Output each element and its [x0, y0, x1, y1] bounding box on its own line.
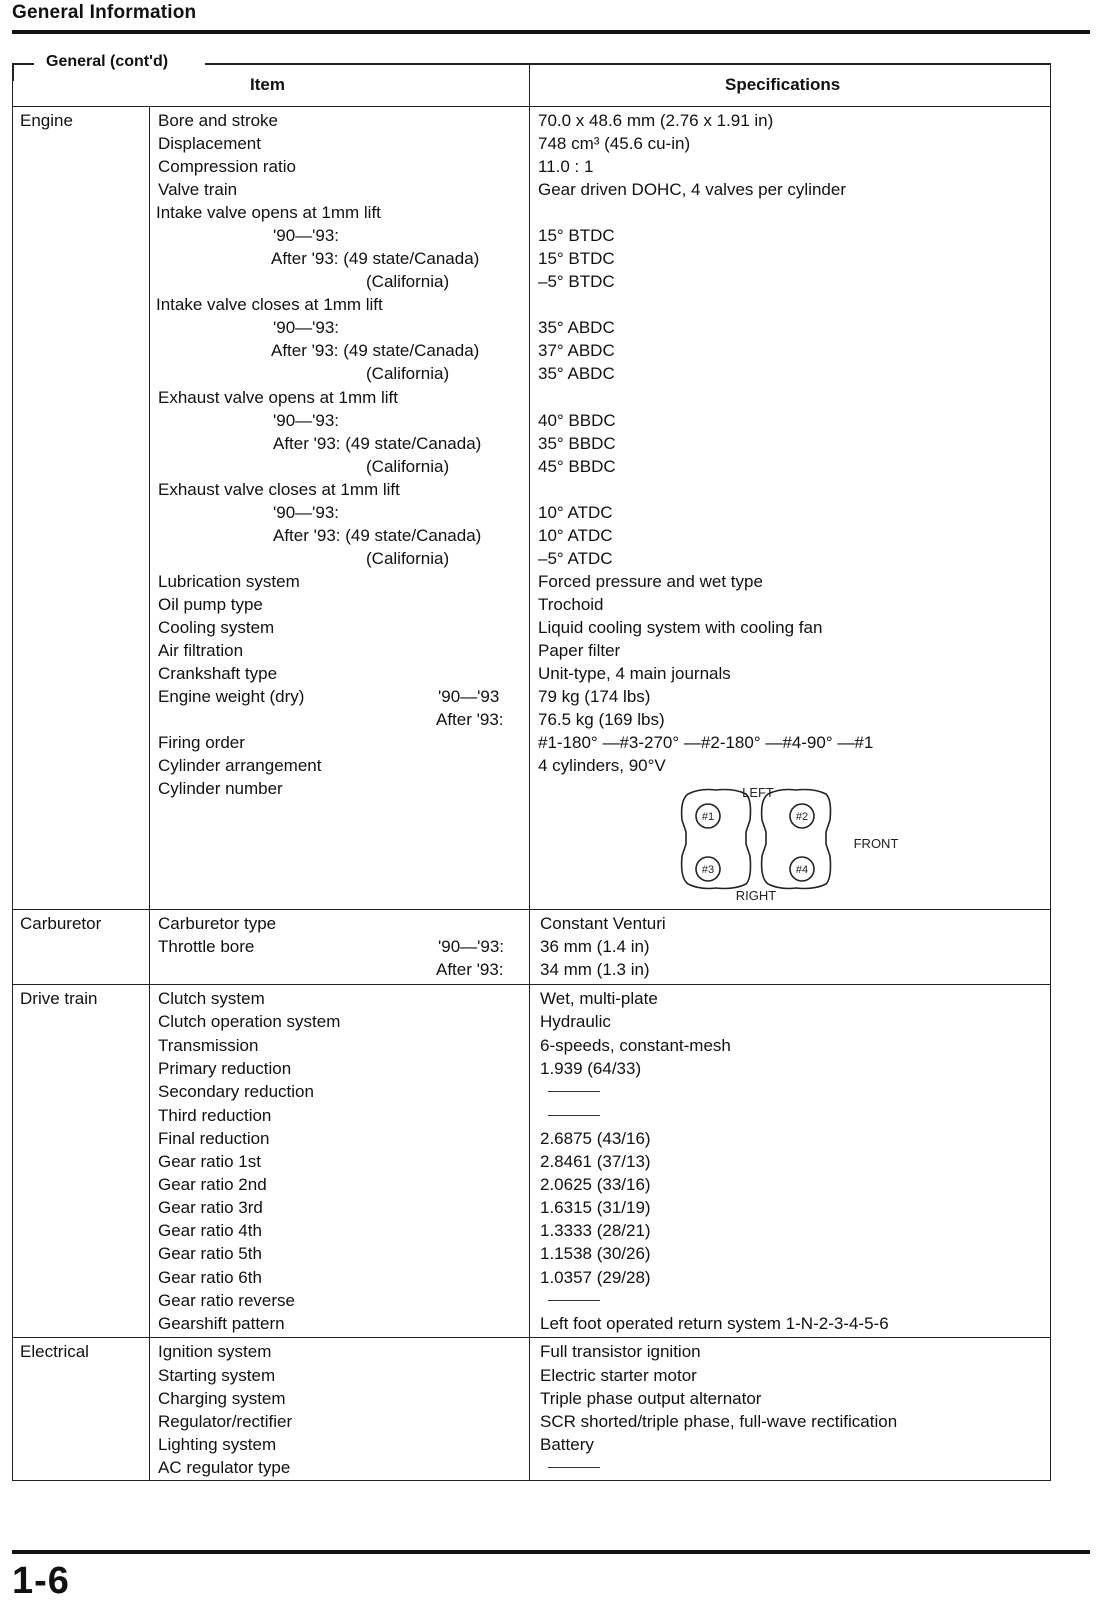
- header-rule: [12, 30, 1090, 34]
- item: Oil pump type: [158, 595, 263, 614]
- item: '90—'93:: [273, 503, 340, 522]
- spec: 2.0625 (33/16): [540, 1175, 651, 1194]
- spec: 76.5 kg (169 lbs): [538, 710, 665, 729]
- diagram-front-label: FRONT: [853, 836, 899, 851]
- spec: Gear driven DOHC, 4 valves per cylinder: [538, 180, 847, 199]
- item: Engine weight (dry): [158, 687, 305, 706]
- spec: 1.3333 (28/21): [540, 1221, 651, 1240]
- item: (California): [366, 549, 450, 568]
- spec: Unit-type, 4 main journals: [538, 664, 731, 683]
- spec: 36 mm (1.4 in): [540, 937, 650, 956]
- item: Charging system: [158, 1389, 286, 1408]
- spec: 1.939 (64/33): [540, 1059, 642, 1078]
- spec: 15° BTDC: [538, 226, 615, 245]
- item: Air filtration: [158, 641, 244, 660]
- item: Lubrication system: [158, 572, 300, 591]
- spec: 45° BBDC: [538, 457, 616, 476]
- item: (California): [366, 364, 450, 383]
- spec: 35° ABDC: [538, 364, 615, 383]
- item: Throttle bore: [158, 937, 255, 956]
- item: Final reduction: [158, 1129, 270, 1148]
- spec: 35° BBDC: [538, 434, 616, 453]
- spec: Liquid cooling system with cooling fan: [538, 618, 823, 637]
- item: Intake valve closes at 1mm lift: [156, 295, 383, 314]
- item: '90—'93:: [273, 318, 340, 337]
- spec: 15° BTDC: [538, 249, 615, 268]
- not-applicable-dash: [548, 1300, 600, 1301]
- spec: 10° ATDC: [538, 526, 613, 545]
- col-header-spec: Specifications: [725, 75, 841, 94]
- col-header-item: Item: [250, 75, 285, 94]
- spec: Trochoid: [538, 595, 604, 614]
- item: Primary reduction: [158, 1059, 292, 1078]
- item: '90—'93:: [273, 226, 340, 245]
- item: Firing order: [158, 733, 245, 752]
- diagram-right-label: RIGHT: [735, 888, 777, 903]
- spec: 79 kg (174 lbs): [538, 687, 651, 706]
- item: Valve train: [158, 180, 238, 199]
- table-border-right: [1050, 63, 1051, 1481]
- item: Gearshift pattern: [158, 1314, 285, 1333]
- cylinder-4-label: #4: [795, 864, 809, 876]
- col-divider-1: [149, 106, 150, 1481]
- cylinder-number-diagram: [660, 780, 920, 904]
- spec: Full transistor ignition: [540, 1342, 701, 1361]
- item: Starting system: [158, 1366, 276, 1385]
- item: Bore and stroke: [158, 111, 279, 130]
- cylinder-3-label: #3: [701, 864, 715, 876]
- diagram-left-label: LEFT: [742, 785, 774, 800]
- item: Gear ratio 2nd: [158, 1175, 267, 1194]
- item: (California): [366, 272, 450, 291]
- item: Regulator/rectifier: [158, 1412, 293, 1431]
- item: Cylinder number: [158, 779, 283, 798]
- spec: 35° ABDC: [538, 318, 615, 337]
- spec: 4 cylinders, 90°V: [538, 756, 666, 775]
- item-sub: After '93:: [436, 710, 504, 729]
- item: Cooling system: [158, 618, 275, 637]
- item-sub: '90—'93: [438, 687, 500, 706]
- spec: 1.6315 (31/19): [540, 1198, 651, 1217]
- item: Intake valve opens at 1mm lift: [156, 203, 381, 222]
- item: After '93: (49 state/Canada): [273, 434, 482, 453]
- spec: 34 mm (1.3 in): [540, 960, 650, 979]
- spec: Forced pressure and wet type: [538, 572, 763, 591]
- group-rule-electrical: [12, 1337, 1050, 1338]
- item: Exhaust valve opens at 1mm lift: [158, 388, 399, 407]
- item: Gear ratio 3rd: [158, 1198, 263, 1217]
- group-rule-carburetor: [12, 909, 1050, 910]
- spec: Hydraulic: [540, 1012, 611, 1031]
- item: Carburetor type: [158, 914, 277, 933]
- col-divider-2: [529, 63, 530, 1481]
- spec: Constant Venturi: [540, 914, 666, 933]
- section-rule-right: [205, 63, 1050, 65]
- table-border-left: [12, 63, 13, 1481]
- group-drive-train: Drive train: [20, 989, 98, 1008]
- table-border-bottom: [12, 1480, 1050, 1481]
- section-title: General (cont'd): [46, 53, 169, 70]
- group-carburetor: Carburetor: [20, 914, 102, 933]
- spec: SCR shorted/triple phase, full-wave rectification: [540, 1412, 898, 1431]
- group-electrical: Electrical: [20, 1342, 89, 1361]
- item: Third reduction: [158, 1106, 272, 1125]
- item: Crankshaft type: [158, 664, 278, 683]
- item: Gear ratio 5th: [158, 1244, 262, 1263]
- not-applicable-dash: [548, 1091, 600, 1092]
- item: Clutch system: [158, 989, 265, 1008]
- spec: 748 cm³ (45.6 cu-in): [538, 134, 691, 153]
- item: Cylinder arrangement: [158, 756, 322, 775]
- spec: Battery: [540, 1435, 594, 1454]
- spec: 1.0357 (29/28): [540, 1268, 651, 1287]
- page-header: General Information: [12, 2, 197, 23]
- item: After '93: (49 state/Canada): [271, 341, 480, 360]
- item: Gear ratio 6th: [158, 1268, 262, 1287]
- spec: Triple phase output alternator: [540, 1389, 762, 1408]
- footer-rule: [12, 1550, 1090, 1554]
- not-applicable-dash: [548, 1115, 600, 1116]
- spec: 2.6875 (43/16): [540, 1129, 651, 1148]
- spec: #1-180° —#3-270° —#2-180° —#4-90° —#1: [538, 733, 874, 752]
- item: Gear ratio 1st: [158, 1152, 261, 1171]
- item-sub: After '93:: [436, 960, 504, 979]
- item: Ignition system: [158, 1342, 272, 1361]
- item: Secondary reduction: [158, 1082, 314, 1101]
- item: Clutch operation system: [158, 1012, 341, 1031]
- cylinder-1-label: #1: [701, 811, 715, 823]
- spec: Left foot operated return system 1-N-2-3-4-5-6: [540, 1314, 889, 1333]
- spec: –5° BTDC: [538, 272, 615, 291]
- spec: Paper filter: [538, 641, 621, 660]
- not-applicable-dash: [548, 1467, 600, 1468]
- spec: 10° ATDC: [538, 503, 613, 522]
- spec: 70.0 x 48.6 mm (2.76 x 1.91 in): [538, 111, 774, 130]
- item: Compression ratio: [158, 157, 296, 176]
- item: '90—'93:: [273, 411, 340, 430]
- spec: 11.0 : 1: [538, 157, 594, 176]
- section-rule-left: [12, 63, 34, 65]
- page-number: 1-6: [12, 1560, 70, 1602]
- item: (California): [366, 457, 450, 476]
- spec: 40° BBDC: [538, 411, 616, 430]
- item: Gear ratio reverse: [158, 1291, 295, 1310]
- spec: –5° ATDC: [538, 549, 613, 568]
- spec: Electric starter motor: [540, 1366, 697, 1385]
- spec: 37° ABDC: [538, 341, 615, 360]
- item: After '93: (49 state/Canada): [273, 526, 482, 545]
- item: Exhaust valve closes at 1mm lift: [158, 480, 400, 499]
- spec: Wet, multi-plate: [540, 989, 658, 1008]
- item-sub: '90—'93:: [438, 937, 505, 956]
- item: AC regulator type: [158, 1458, 291, 1477]
- item: After '93: (49 state/Canada): [271, 249, 480, 268]
- item: Lighting system: [158, 1435, 277, 1454]
- item: Displacement: [158, 134, 261, 153]
- group-engine: Engine: [20, 111, 73, 130]
- group-rule-drive-train: [12, 984, 1050, 985]
- spec: 2.8461 (37/13): [540, 1152, 651, 1171]
- item: Gear ratio 4th: [158, 1221, 262, 1240]
- spec: 1.1538 (30/26): [540, 1244, 651, 1263]
- spec: 6-speeds, constant-mesh: [540, 1036, 731, 1055]
- cylinder-2-label: #2: [795, 811, 809, 823]
- header-row-rule: [12, 106, 1050, 107]
- item: Transmission: [158, 1036, 259, 1055]
